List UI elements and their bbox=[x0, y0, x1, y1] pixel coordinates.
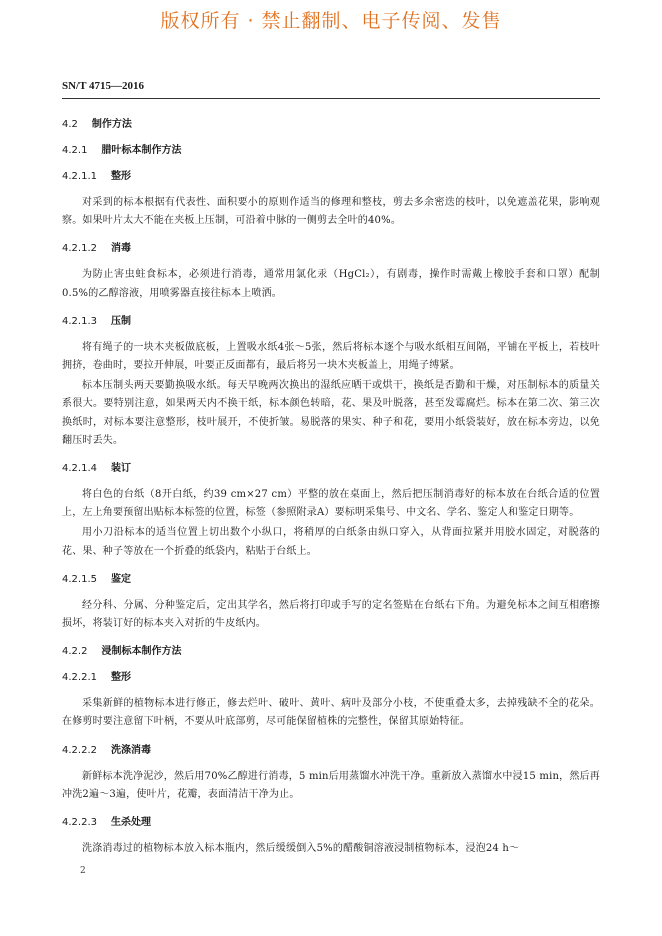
paragraph-pressing-1: 将有绳子的一块木夹板做底板，上置吸水纸4张～5张，然后将标本逐个与吸水纸相互间隔，平铺在平板上，若枝叶拥挤，卷曲时，要拉开伸展，叶要正反面都有，最后将另一块木夹板盖上，用绳子缚紧。 bbox=[62, 341, 600, 372]
section-number: 4.2.2 bbox=[62, 646, 88, 658]
section-number: 4.2.2.3 bbox=[62, 817, 97, 829]
section-title: 鉴定 bbox=[111, 573, 131, 585]
page-number: 2 bbox=[80, 866, 86, 876]
paragraph-identification: 经分科、分属、分种鉴定后，定出其学名，然后将打印或手写的定名签贴在台纸右下角。为避免标本之间互相磨擦损坏，将装订好的标本夹入对折的牛皮纸内。 bbox=[62, 599, 600, 630]
section-heading-4-2-2-1 bbox=[62, 669, 600, 695]
paragraph-killing-treatment: 洗涤消毒过的植物标本放入标本瓶内，然后缓缓倒入5%的醋酸铜溶液浸制植物标本，浸泡24 h～ bbox=[82, 843, 520, 855]
section-title: 整形 bbox=[111, 672, 131, 684]
section-number: 4.2.2.2 bbox=[62, 744, 97, 756]
section-title: 制作方法 bbox=[91, 119, 132, 130]
section-heading-4-2-1-1 bbox=[62, 168, 600, 194]
section-number: 4.2.1.4 bbox=[62, 463, 97, 475]
section-title: 浸制标本制作方法 bbox=[101, 646, 182, 658]
section-title: 整形 bbox=[111, 171, 131, 182]
section-heading-4-2 bbox=[62, 116, 600, 142]
paragraph-pressing-2: 标本压制头两天要勤换吸水纸。每天早晚两次换出的湿纸应晒干或烘干，换纸是否勤和干燥，对压制标本的质量关系很大。要特别注意，如果两天内不换干纸，标本颜色转暗，花、果及叶脱落，甚至发霉腐烂。标本在第二次、第三次换纸时，对标本要注意整形，枝叶展开，不使折皱。易脱落的果实、种子和花，要用小纸袋装好，放在标本旁边，以免翻压时丢失。 bbox=[62, 380, 600, 446]
paragraph-wet-trimming: 采集新鲜的植物标本进行修正，修去烂叶、破叶、黄叶、病叶及部分小枝，不使重叠太多，去掉残缺不全的花朵。在修剪时要注意留下叶柄，不要从叶底部剪，尽可能保留植株的完整性，保留其原始特征。 bbox=[62, 698, 600, 728]
section-heading-4-2-2-3 bbox=[62, 814, 600, 840]
section-heading-4-2-1 bbox=[62, 142, 600, 168]
section-number: 4.2.1 bbox=[62, 145, 88, 156]
section-title: 压制 bbox=[111, 315, 131, 327]
paragraph-trimming: 对采到的标本根据有代表性、面积要小的原则作适当的修理和整枝，剪去多余密迭的枝叶，以免遮盖花果，影响观察。如果叶片太大不能在夹板上压制，可沿着中脉的一侧剪去全叶的40%。 bbox=[62, 197, 600, 227]
document-body bbox=[62, 116, 600, 868]
section-number: 4.2 bbox=[62, 119, 78, 130]
header-rule bbox=[62, 98, 600, 99]
section-number: 4.2.1.1 bbox=[62, 171, 97, 182]
section-title: 洗涤消毒 bbox=[111, 744, 151, 756]
section-title: 生杀处理 bbox=[111, 817, 151, 829]
section-title: 装订 bbox=[111, 463, 131, 475]
section-number: 4.2.1.5 bbox=[62, 573, 97, 585]
paragraph-mounting-1: 将白色的台纸（8开白纸，约39 cm×27 cm）平整的放在桌面上，然后把压制消毒好的标本放在台纸合适的位置上，左上角要预留出贴标本标签的位置，标签（参照附录A）要标明采集号、中文名、学名、鉴定人和鉴定日期等。 bbox=[62, 489, 600, 519]
watermark-banner: 版权所有 · 禁止翻制、电子传阅、发售 bbox=[160, 10, 502, 32]
section-title: 消毒 bbox=[111, 243, 131, 255]
section-number: 4.2.1.2 bbox=[62, 243, 97, 255]
paragraph-disinfection: 为防止害虫蛀食标本，必须进行消毒，通常用氯化汞（HgCl₂），有剧毒，操作时需戴上橡胶手套和口罩）配制0.5%的乙醇溶液，用喷雾器直接往标本上喷洒。 bbox=[62, 269, 600, 299]
paragraph-washing: 新鲜标本洗净泥沙，然后用70%乙醇进行消毒，5 min后用蒸馏水冲洗干净。重新放入蒸馏水中浸15 min，然后再冲洗2遍～3遍，使叶片，花瓣，表面清洁干净为止。 bbox=[62, 770, 600, 800]
section-heading-4-2-2-2 bbox=[62, 742, 600, 768]
paragraph-mounting-2: 用小刀沿标本的适当位置上切出数个小纵口，将稍厚的白纸条由纵口穿入，从背面拉紧并用胶水固定，对脱落的花、果、种子等放在一个折叠的纸袋内，粘贴于台纸上。 bbox=[62, 527, 600, 557]
document-code: SN/T 4715—2016 bbox=[62, 80, 145, 92]
section-heading-4-2-2 bbox=[62, 643, 600, 669]
section-heading-4-2-1-3 bbox=[62, 313, 600, 339]
section-heading-4-2-1-2 bbox=[62, 240, 600, 266]
section-heading-4-2-1-5 bbox=[62, 571, 600, 597]
section-heading-4-2-1-4 bbox=[62, 460, 600, 486]
section-title: 腊叶标本制作方法 bbox=[101, 145, 182, 156]
section-number: 4.2.2.1 bbox=[62, 672, 97, 684]
section-number: 4.2.1.3 bbox=[62, 315, 97, 327]
